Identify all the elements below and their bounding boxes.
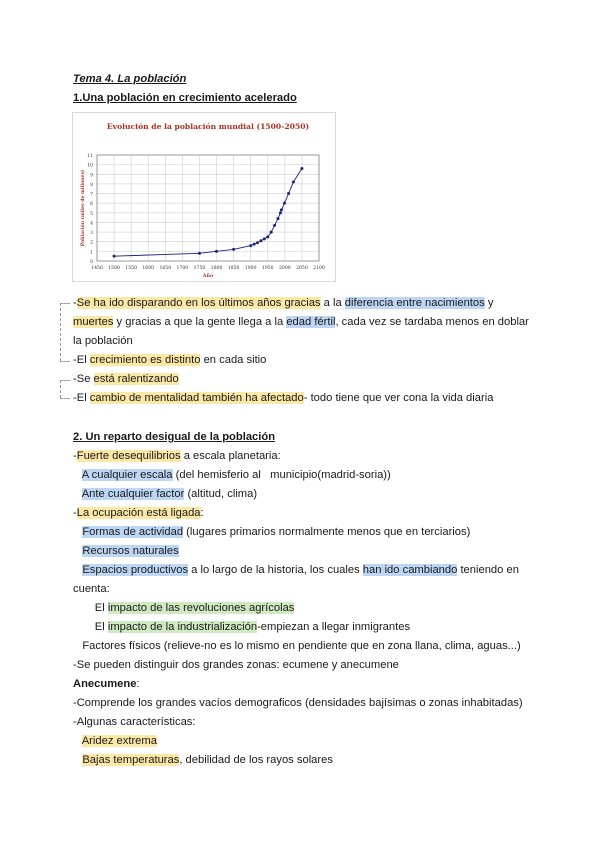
chart-svg — [73, 113, 335, 281]
text-line — [73, 601, 294, 615]
text-run — [73, 735, 82, 747]
margin-bracket-tick — [60, 303, 70, 304]
text-run: -Algunas características: — [73, 716, 196, 728]
text-run: la población — [73, 335, 133, 347]
data-point — [300, 167, 303, 170]
text-line — [73, 639, 521, 653]
x-tick-label: 1600 — [142, 266, 155, 271]
text-run: cuenta: — [73, 583, 110, 595]
x-tick-label: 1900 — [244, 266, 257, 271]
text-run: : — [200, 507, 204, 519]
data-point — [283, 202, 286, 205]
y-tick-label: 3 — [90, 231, 93, 237]
highlighted-text: Bajas temperaturas — [82, 754, 180, 766]
doc-title: Tema 4. La población — [73, 73, 187, 85]
text-line — [73, 449, 281, 463]
highlighted-text: está ralentizando — [93, 373, 179, 385]
data-point — [256, 241, 259, 244]
text-run — [73, 754, 82, 766]
text-run: - — [73, 297, 77, 309]
y-axis-label: Población (miles de millones) — [81, 169, 86, 247]
text-line — [73, 677, 140, 691]
x-tick-label: 1700 — [176, 266, 189, 271]
y-tick-label: 7 — [90, 192, 93, 198]
text-line — [73, 506, 204, 520]
margin-bracket-tick — [60, 380, 70, 381]
highlighted-text: impacto de las revoluciones agrícolas — [107, 602, 295, 614]
population-chart — [72, 112, 336, 282]
x-tick-label: 1550 — [125, 266, 138, 271]
section-2-heading: 2. Un reparto desigual de la población — [73, 431, 276, 443]
highlighted-text: Formas de actividad — [82, 526, 184, 538]
text-run: -El — [73, 354, 90, 366]
highlighted-text: Ante cualquier factor — [81, 488, 185, 500]
x-tick-label: 1450 — [91, 266, 103, 271]
y-tick-label: 0 — [90, 260, 93, 265]
x-tick-label: 1950 — [261, 266, 274, 271]
highlighted-text: Espacios productivos — [82, 564, 189, 576]
highlighted-text: La ocupación está ligada — [76, 507, 201, 519]
text-run — [73, 488, 82, 500]
margin-bracket-tick — [60, 361, 70, 362]
data-point — [253, 243, 256, 246]
text-run: -El — [73, 392, 90, 404]
x-tick-label: 2050 — [296, 266, 308, 271]
x-tick-label: 1800 — [210, 266, 223, 271]
text-run — [73, 564, 82, 576]
y-tick-label: 4 — [90, 221, 93, 227]
x-tick-label: 2100 — [313, 266, 325, 271]
data-point — [215, 250, 218, 253]
text-run: - — [73, 450, 77, 462]
text-run: El — [73, 621, 108, 633]
text-run — [73, 469, 82, 481]
data-point — [277, 217, 280, 220]
data-point — [198, 252, 201, 255]
text-line — [73, 315, 529, 329]
text-line — [73, 658, 399, 672]
margin-bracket — [60, 303, 61, 361]
text-line — [73, 753, 333, 767]
text-run: (altitud, clima) — [184, 488, 258, 500]
text-line — [73, 468, 391, 482]
text-run: - todo tiene que ver cona la vida diaria — [303, 392, 494, 404]
y-tick-label: 5 — [90, 211, 93, 217]
y-tick-label: 10 — [87, 163, 93, 169]
data-point — [279, 211, 282, 214]
data-point — [292, 180, 295, 183]
highlighted-text: Aridez extrema — [81, 735, 157, 747]
text-line — [73, 734, 157, 748]
text-run: y gracias a que la gente llega a la — [113, 316, 287, 328]
text-run — [73, 526, 82, 538]
text-run: teniendo en — [457, 564, 519, 576]
y-tick-label: 8 — [90, 182, 93, 188]
text-run: en cada sitio — [200, 354, 267, 366]
y-tick-label: 9 — [90, 173, 93, 179]
text-run: -Se pueden distinguir dos grandes zonas: ecumene y anecumene — [73, 659, 399, 671]
x-tick-label: 1850 — [227, 266, 240, 271]
data-point — [280, 208, 283, 211]
data-point — [287, 192, 290, 195]
text-run: Anecumene — [73, 678, 137, 690]
series-line — [114, 168, 302, 256]
text-line — [73, 391, 493, 405]
highlighted-text: cambio de mentalidad también ha afectado — [89, 392, 304, 404]
highlighted-text: Se ha ido disparando en los últimos años gracias — [76, 297, 321, 309]
y-tick-label: 1 — [90, 250, 93, 256]
data-point — [232, 248, 235, 251]
text-run: a lo largo de la historia, los cuales — [188, 564, 363, 576]
highlighted-text: Recursos naturales — [82, 545, 179, 557]
text-line — [73, 696, 523, 710]
text-run: (lugares primarios normalmente menos que en terciarios) — [183, 526, 471, 538]
text-run: El — [73, 602, 108, 614]
text-line — [73, 296, 493, 310]
text-run: , debilidad de los rayos solares — [179, 754, 333, 766]
x-tick-label: 1500 — [108, 266, 120, 271]
data-point — [259, 239, 262, 242]
highlighted-text: crecimiento es distinto — [89, 354, 201, 366]
x-axis-label: Año — [202, 273, 214, 279]
text-line — [73, 487, 257, 501]
margin-bracket-tick — [60, 398, 70, 399]
text-line — [73, 582, 110, 596]
text-run: -Se — [73, 373, 94, 385]
text-line — [73, 620, 410, 634]
highlighted-text: Fuerte desequilibrios — [76, 450, 181, 462]
highlighted-text: edad fértil — [286, 316, 336, 328]
text-run: Factores físicos (relieve-no es lo mismo en pendiente que en zona llana, clima, aguas...) — [73, 640, 521, 652]
text-run — [73, 545, 82, 557]
text-run: -empiezan a llegar inmigrantes — [257, 621, 411, 633]
text-line — [73, 372, 179, 386]
text-run: (del hemisferio al municipio(madrid-soria)) — [172, 469, 391, 481]
highlighted-text: impacto de la industrialización — [107, 621, 258, 633]
data-point — [249, 244, 252, 247]
text-line — [73, 715, 196, 729]
section-1-heading: 1.Una población en crecimiento acelerado — [73, 92, 297, 104]
data-point — [263, 237, 266, 240]
highlighted-text: A cualquier escala — [81, 469, 173, 481]
text-line — [73, 353, 266, 367]
margin-bracket — [60, 380, 61, 398]
text-line — [73, 525, 470, 539]
text-line — [73, 563, 519, 577]
text-line — [73, 334, 133, 348]
data-point — [113, 255, 116, 258]
text-run: a la — [320, 297, 345, 309]
highlighted-text: muertes — [73, 316, 114, 328]
data-point — [273, 224, 276, 227]
y-tick-label: 2 — [90, 240, 93, 246]
text-run: a escala planetaria: — [180, 450, 281, 462]
y-tick-label: 11 — [87, 154, 93, 159]
data-point — [270, 231, 273, 234]
highlighted-text: diferencia entre nacimientos — [344, 297, 485, 309]
text-run: -Comprende los grandes vacíos demograficos (densidades bajísimas o zonas inhabitadas) — [73, 697, 523, 709]
y-tick-label: 6 — [90, 202, 93, 208]
plot-frame — [97, 155, 319, 261]
x-tick-label: 1650 — [159, 266, 172, 271]
text-run: y — [484, 297, 494, 309]
chart-title: Evolución de la población mundial (1500-2050) — [106, 122, 310, 131]
data-point — [266, 235, 269, 238]
text-run: : — [136, 678, 140, 690]
x-tick-label: 1750 — [193, 266, 206, 271]
highlighted-text: han ido cambiando — [362, 564, 458, 576]
text-run: , cada vez se tardaba menos en doblar — [335, 316, 529, 328]
x-tick-label: 2000 — [278, 266, 291, 271]
text-line — [73, 544, 179, 558]
text-run: - — [73, 507, 77, 519]
